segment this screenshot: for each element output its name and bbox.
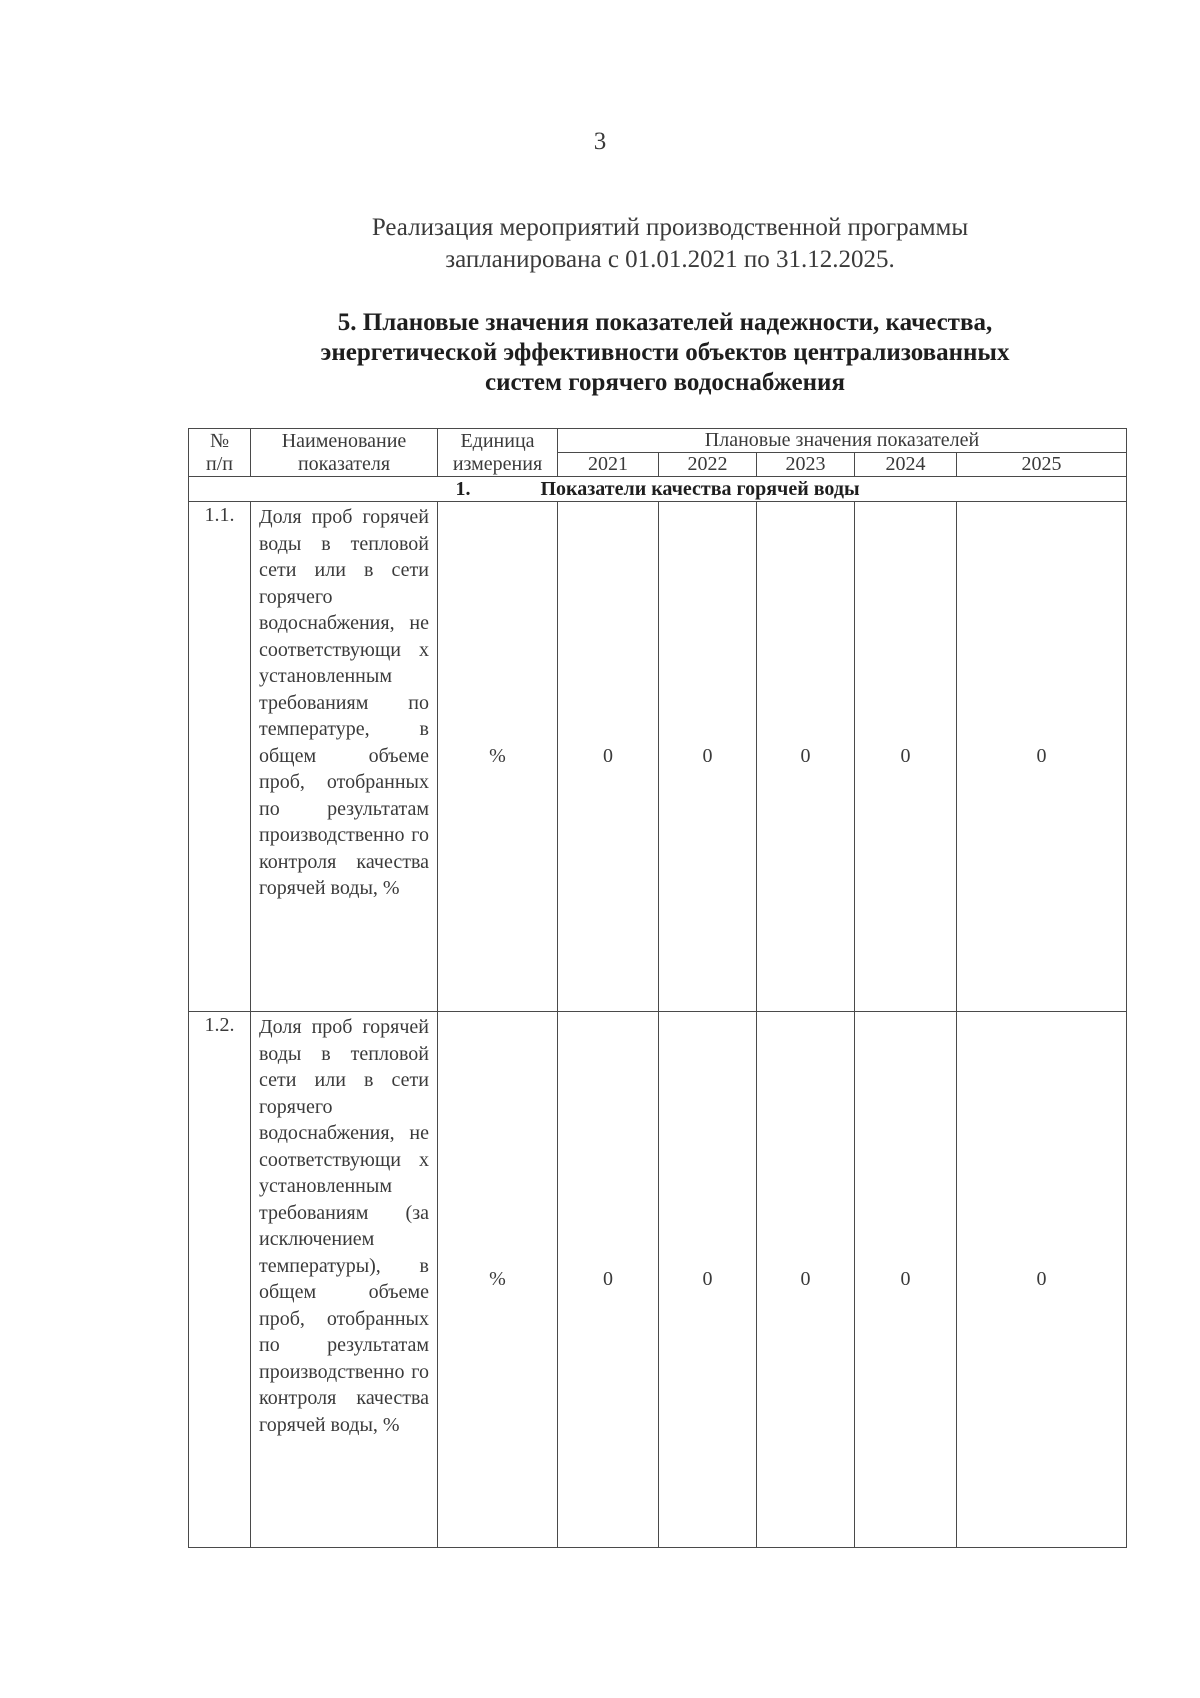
row-indicator-name: Доля проб горячей воды в тепловой сети или в сети горячего водоснабжения, не соответствующи х установленным требованиям (за исключением температуры), в общем объеме проб, отобранных по результатам производственно го контроля качества горячей воды, % <box>251 1012 438 1548</box>
row-number: 1.2. <box>189 1012 251 1548</box>
header-unit-line-2: измерения <box>452 452 543 475</box>
section-title-line-3: систем горячего водоснабжения <box>485 369 845 396</box>
row-value: 0 <box>957 1012 1127 1548</box>
group-title-cell <box>189 477 1127 502</box>
table-row <box>189 502 1127 1012</box>
section-title <box>250 308 1080 398</box>
header-year: 2025 <box>957 453 1127 477</box>
header-name-line-1: Наименование <box>281 429 407 452</box>
row-unit: % <box>438 502 558 1012</box>
group-row <box>189 477 1127 502</box>
header-unit <box>438 429 558 477</box>
row-number: 1.1. <box>189 502 251 1012</box>
table-row <box>189 1012 1127 1548</box>
header-number-line-1: № <box>209 429 230 452</box>
header-number <box>189 429 251 477</box>
section-title-line-2: энергетической эффективности объектов централизованных <box>320 339 1010 366</box>
header-year: 2022 <box>659 453 757 477</box>
row-unit: % <box>438 1012 558 1548</box>
row-value: 0 <box>855 502 957 1012</box>
header-year: 2023 <box>757 453 855 477</box>
header-planned-values: Плановые значения показателей <box>558 429 1127 453</box>
row-value: 0 <box>558 502 659 1012</box>
header-number-line-2: п/п <box>206 452 233 475</box>
row-value: 0 <box>855 1012 957 1548</box>
row-indicator-name: Доля проб горячей воды в тепловой сети или в сети горячего водоснабжения, не соответствующи х установленным требованиям по температуре, в общем объеме проб, отобранных по результатам производственно го контроля качества горячей воды, % <box>251 502 438 1012</box>
row-value: 0 <box>757 1012 855 1548</box>
row-value: 0 <box>558 1012 659 1548</box>
header-name <box>251 429 438 477</box>
row-value: 0 <box>957 502 1127 1012</box>
section-title-line-1: 5. Плановые значения показателей надежности, качества, <box>337 309 993 336</box>
row-value: 0 <box>659 1012 757 1548</box>
header-unit-line-1: Единица <box>460 429 535 452</box>
header-name-line-2: показателя <box>297 452 391 475</box>
intro-line-2: запланирована с 01.01.2021 по 31.12.2025. <box>445 246 895 273</box>
intro-line-1: Реализация мероприятий производственной программы <box>371 214 969 241</box>
row-value: 0 <box>757 502 855 1012</box>
intro-text <box>300 212 1040 276</box>
page-number: 3 <box>593 128 607 155</box>
header-year: 2021 <box>558 453 659 477</box>
group-title: Показатели качества горячей воды <box>540 478 860 500</box>
header-year: 2024 <box>855 453 957 477</box>
row-value: 0 <box>659 502 757 1012</box>
group-number: 1. <box>455 478 471 500</box>
header-row-1 <box>189 429 1127 453</box>
indicators-table <box>188 428 1127 1548</box>
indicators-table-wrapper <box>188 428 1126 1548</box>
